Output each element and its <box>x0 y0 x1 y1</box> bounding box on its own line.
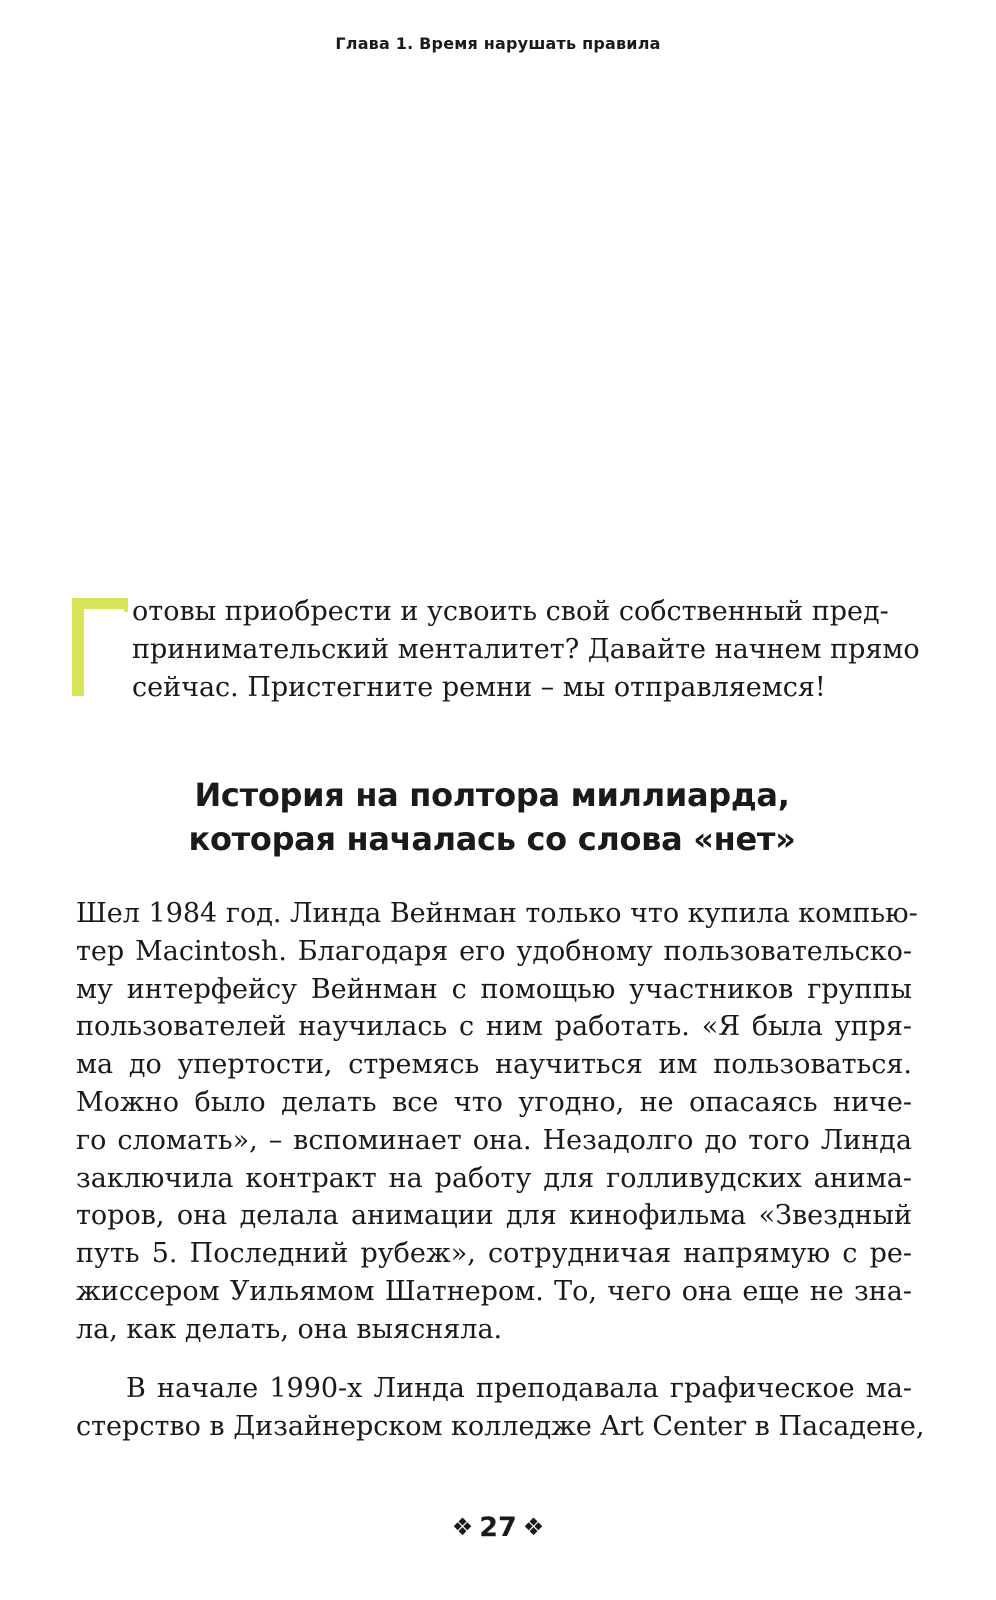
text-line: жиссером Уильямом Шатнером. То, чего она еще не зна- <box>76 1275 912 1307</box>
intro-paragraph <box>132 593 920 707</box>
intro-line: сейчас. Пристегните ремни – мы отправляемся! <box>132 672 826 703</box>
drop-cap-letter <box>72 598 128 696</box>
body-paragraph-2 <box>76 1370 925 1446</box>
running-head: Глава 1. Время нарушать правила <box>335 34 661 53</box>
text-line: ма до упертости, стремясь научиться им пользоваться. <box>76 1049 912 1081</box>
ornament-diamond-icon: ❖ <box>451 1513 474 1541</box>
heading-line: История на полтора миллиарда, <box>194 776 790 814</box>
text-line: заключила контракт на работу для голливудских анима- <box>76 1162 912 1194</box>
page-footer <box>0 1512 996 1543</box>
text-line: пользователей научилась с ним работать. «Я была упря- <box>76 1011 912 1043</box>
heading-line: которая началась со слова «нет» <box>188 820 796 858</box>
text-line: Можно было делать все что угодно, не опасаясь ниче- <box>76 1086 912 1118</box>
intro-line: принимательский менталитет? Давайте начнем прямо <box>132 634 920 665</box>
text-line: му интерфейсу Вейнман с помощью участников группы <box>76 973 912 1005</box>
page-number: 27 <box>479 1512 517 1543</box>
text-line: торов, она делала анимации для кинофильма «Звездный <box>76 1200 912 1232</box>
text-line: ла, как делать, она выясняла. <box>76 1313 503 1345</box>
text-line: тер Macintosh. Благодаря его удобному пользовательско- <box>76 935 912 967</box>
text-line: В начале 1990-х Линда преподавала графическое ма- <box>126 1373 912 1404</box>
text-line: Шел 1984 год. Линда Вейнман только что купила компью- <box>76 898 918 929</box>
text-line: го сломать», – вспоминает она. Незадолго до того Линда <box>76 1124 912 1156</box>
text-line: стерство в Дизайнерском колледже Art Center в Пасадене, <box>76 1410 925 1442</box>
section-heading <box>72 773 912 861</box>
ornament-diamond-icon: ❖ <box>522 1513 545 1541</box>
body-paragraph-1 <box>76 895 918 1349</box>
intro-line: отовы приобрести и усвоить свой собственный пред- <box>132 596 889 627</box>
text-line: путь 5. Последний рубеж», сотрудничая напрямую с ре- <box>76 1238 912 1270</box>
